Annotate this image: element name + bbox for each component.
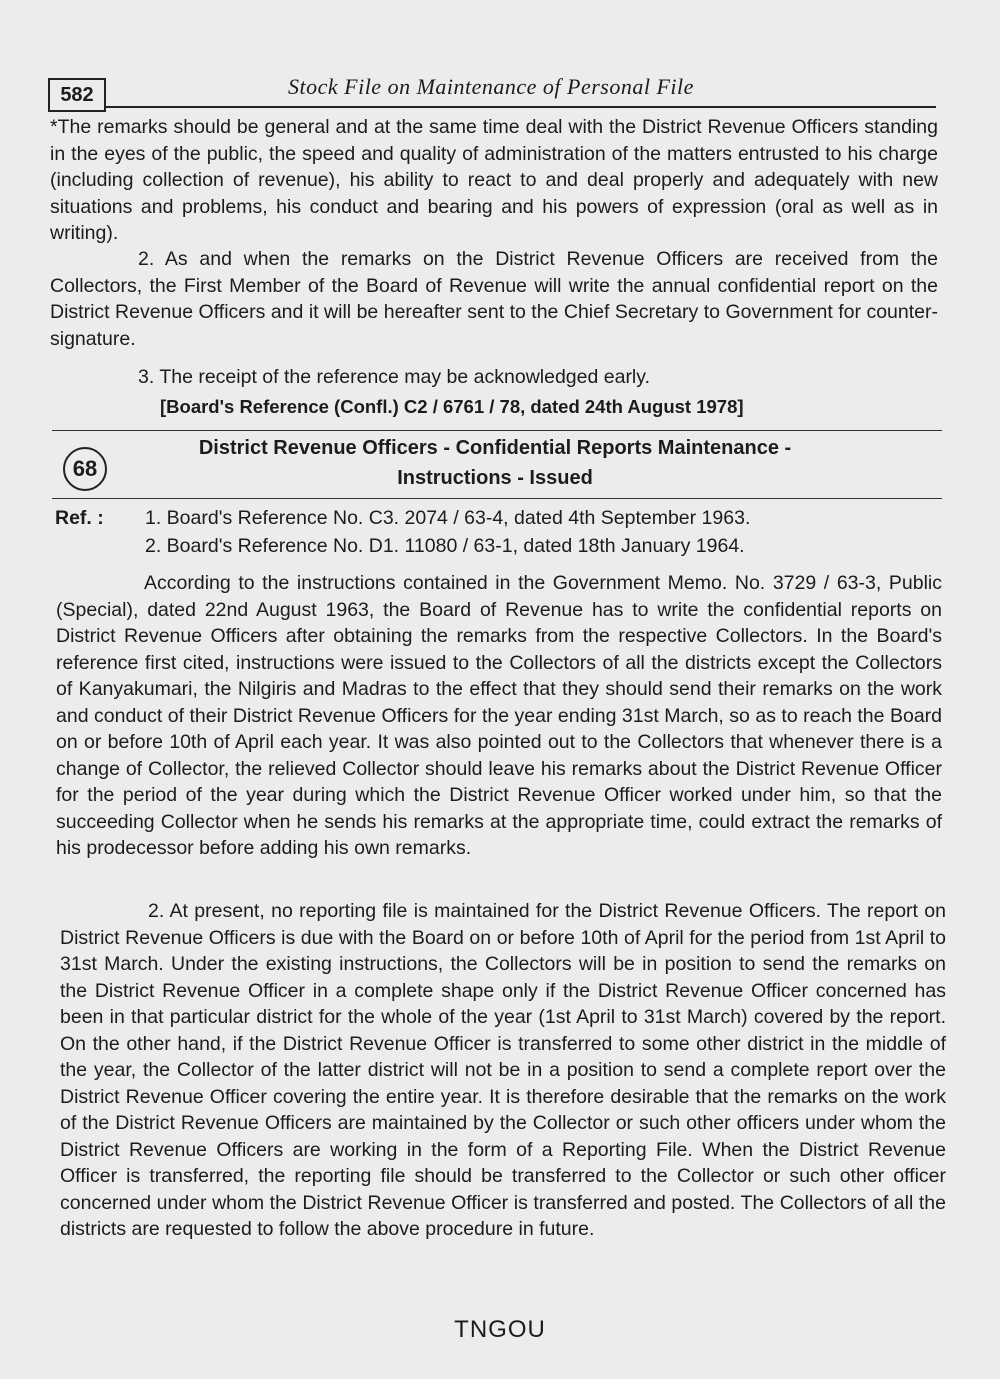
reference-item-2: 2. Board's Reference No. D1. 11080 / 63-1, dated 18th January 1964.: [145, 535, 745, 557]
paragraph-2: 2. As and when the remarks on the District Revenue Officers are received from the Collectors, the First Member of the Board of Revenue will write the annual confidential report on the District Revenue Officers and it will be hereafter sent to the Chief Secretary to Government for counter-signature.: [50, 248, 938, 350]
reference-item-1: 1. Board's Reference No. C3. 2074 / 63-4, dated 4th September 1963.: [145, 507, 751, 529]
section-rule-top: [52, 430, 942, 431]
body-paragraph-2: 2. At present, no reporting file is maintained for the District Revenue Officers. The report on District Revenue Officers is due with the Board on or before 10th of April for the period from 1st April to 31st March. Under the existing instructions, the Collectors will be in position to send the remarks on the District Revenue Officer in a complete shape only if the District Revenue Officer concerned has been in that particular district for the whole of the year (1st April to 31st March) covered by the report. On the other hand, if the District Revenue Officer is transferred to some other district in the middle of the year, the Collector of the latter district will not be in a position to send a complete report over the District Revenue Officer covering the entire year. It is therefore desirable that the remarks on the work of the District Revenue Officers are maintained by the Collector or such other officers under whom the District Revenue Officers are working in the form of a Reporting File. When the District Revenue Officer is transferred, the reporting file should be transferred to the Collector or such other officer concerned under whom the District Revenue Officer is transferred and posted. The Collectors of all the districts are requested to follow the above procedure in future.: [60, 900, 946, 1240]
footer-watermark: TNGOU: [454, 1316, 546, 1343]
running-title: Stock File on Maintenance of Personal File: [288, 74, 694, 99]
section-rule-bottom: [52, 498, 942, 499]
references-label: Ref. :: [55, 507, 104, 529]
page-number: 582: [48, 78, 106, 112]
paragraph-remarks: *The remarks should be general and at the same time deal with the District Revenue Officers standing in the eyes of the public, the speed and quality of administration of the matters entrusted to his charge (including collection of revenue), his ability to react to and deal properly and adequately with new situations and problems, his conduct and bearing and his powers of expression (oral as well as in writing).: [50, 116, 938, 244]
section-title: [145, 433, 845, 493]
page-header: [48, 64, 936, 110]
section-title-line-2: Instructions - Issued: [397, 467, 593, 489]
section-number-badge: 68: [63, 447, 107, 491]
section-heading: [55, 433, 945, 499]
section-title-line-1: District Revenue Officers - Confidential Reports Maintenance -: [198, 437, 792, 459]
body-paragraph-1: According to the instructions contained in the Government Memo. No. 3729 / 63-3, Public (Special), dated 22nd August 1963, the Board of Revenue has to write the confidential reports on District Revenue Officers after obtaining the remarks from the respective Collectors. In the Board's reference first cited, instructions were issued to the Collectors of all the districts except the Collectors of Kanyakumari, the Nilgiris and Madras to the effect that they should send their remarks on the work and conduct of their District Revenue Officers for the year ending 31st March, so as to reach the Board on or before 10th of April each year. It was also pointed out to the Collectors that whenever there is a change of Collector, the relieved Collector should leave his remarks about the District Revenue Officer for the period of the year during which the District Revenue Officer worked under him, so that the succeeding Collector when he sends his remarks at the appropriate time, could extract the remarks of his prodecessor before adding his own remarks.: [56, 572, 942, 859]
paragraph-3: 3. The receipt of the reference may be acknowledged early.: [138, 366, 650, 388]
board-reference: [Board's Reference (Confl.) C2 / 6761 / 78, dated 24th August 1978]: [160, 396, 744, 417]
header-rule: [106, 106, 936, 108]
